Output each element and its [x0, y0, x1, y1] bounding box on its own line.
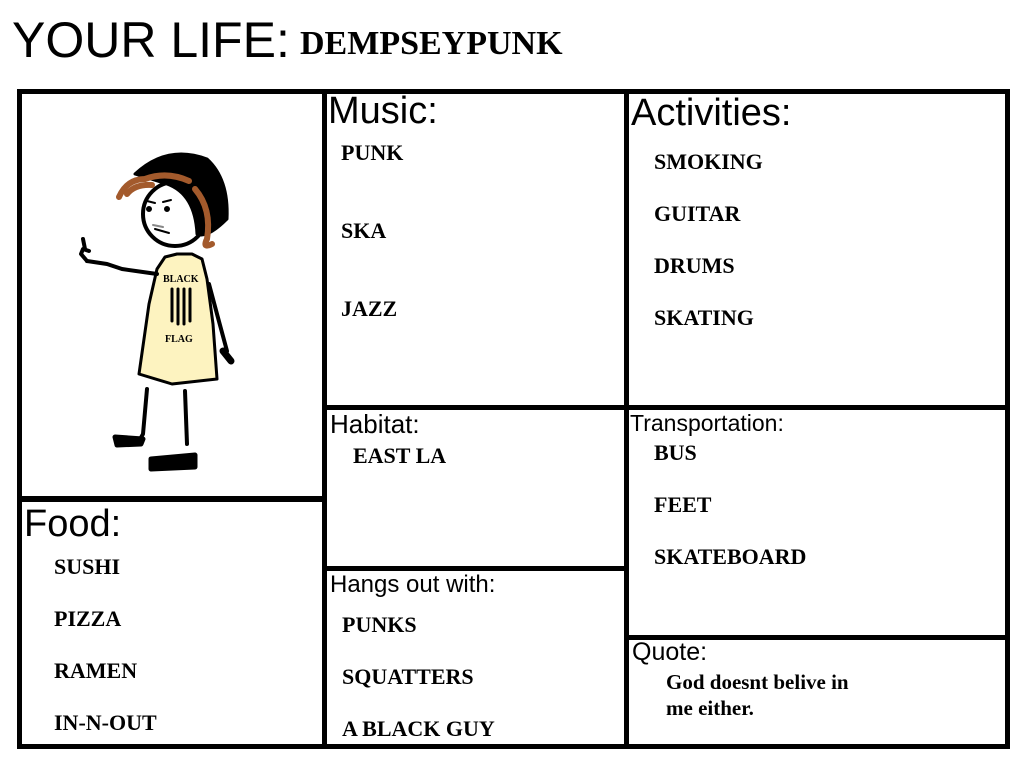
hangs-label: Hangs out with:	[330, 571, 496, 598]
shirt-text-bottom: FLAG	[165, 334, 193, 345]
hangs-item: PUNKS	[342, 612, 417, 637]
transportation-item: BUS	[654, 440, 697, 465]
food-item: IN-N-OUT	[54, 710, 157, 735]
quote-label: Quote:	[632, 638, 708, 666]
activities-item: DRUMS	[654, 253, 735, 278]
music-label: Music:	[328, 90, 438, 132]
activities-item: GUITAR	[654, 201, 741, 226]
food-item: RAMEN	[54, 658, 138, 683]
music-item: JAZZ	[341, 296, 398, 321]
food-item: PIZZA	[54, 606, 122, 631]
page-title: YOUR LIFE:	[12, 12, 290, 68]
transportation-label: Transportation:	[630, 410, 784, 436]
transportation-item: FEET	[654, 492, 712, 517]
activities-item: SKATING	[654, 305, 754, 330]
habitat-label: Habitat:	[330, 409, 420, 439]
activities-label: Activities:	[631, 92, 792, 134]
shirt-text-top: BLACK	[163, 274, 199, 285]
profile-name: DEMPSEYPUNK	[300, 25, 563, 62]
activities-item: SMOKING	[654, 149, 763, 174]
food-item: SUSHI	[54, 554, 121, 579]
music-item: SKA	[341, 218, 387, 243]
habitat-value: EAST LA	[353, 443, 447, 468]
music-box	[322, 89, 629, 410]
hangs-item: A BLACK GUY	[342, 716, 495, 741]
activities-box	[624, 89, 1010, 410]
hangs-item: SQUATTERS	[342, 664, 474, 689]
transportation-item: SKATEBOARD	[654, 544, 807, 569]
quote-line-1: God doesnt belive in	[666, 670, 849, 694]
quote-line-2: me either.	[666, 696, 754, 720]
food-label: Food:	[24, 503, 122, 545]
character-drawing	[17, 89, 327, 501]
music-item: PUNK	[341, 140, 404, 165]
